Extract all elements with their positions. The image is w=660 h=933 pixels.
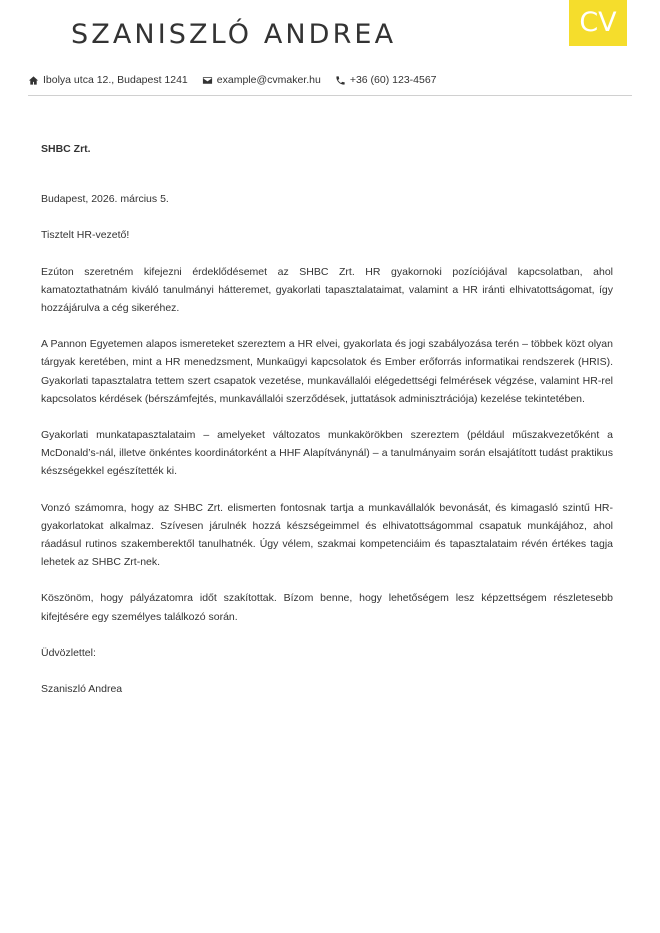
cover-letter-body xyxy=(41,140,613,716)
closing: Üdvözlettel: xyxy=(41,646,96,659)
paragraph: Köszönöm, hogy pályázatomra időt szakítottak. Bízom benne, hogy lehetőségem lesz képzettségem részletesebb kifejtésére egy személyes találkozó során. xyxy=(41,592,613,623)
candidate-name: SZANISZLÓ ANDREA xyxy=(71,19,397,50)
letter-date: Budapest, 2026. március 5. xyxy=(41,193,169,206)
salutation: Tisztelt HR-vezető! xyxy=(41,229,130,242)
cv-badge: CV xyxy=(569,0,627,46)
paragraph: Vonzó számomra, hogy az SHBC Zrt. elismerten fontosnak tartja a munkavállalók bevonását, és kimagasló szintű HR-gyakorlatokat alkalmaz. Szívesen járulnék hozzá készségeimmel és elhivatottságommal csapatuk munkájához, ahol ráadásul rutinos szakemberektől tanulhatnék. Úgy vélem, szakmai kompetenciáim és tapasztalataim révén értékes tagja lehetek az SHBC Zrt-nek. xyxy=(41,501,613,569)
contact-phone[interactable] xyxy=(335,74,437,86)
phone-icon xyxy=(335,75,346,86)
contact-address xyxy=(28,74,188,86)
recipient: SHBC Zrt. xyxy=(41,143,91,155)
signature: Szaniszló Andrea xyxy=(41,683,123,696)
mail-icon xyxy=(202,75,213,86)
paragraph: A Pannon Egyetemen alapos ismereteket szereztem a HR elvei, gyakorlata és jogi szabályozása terén – többek közt olyan tárgyak keretében, mint a HR menedzsment, Munkaügyi kapcsolatok és Ember erőforrás informatikai rendszerek (HRIS). Gyakorlati tapasztalatra tettem szert csapatok vezetése, munkavállalói elégedettségi felmérések végzése, valamint HR-rel kapcsolatos kérdések (bérszámfejtés, munkavállalói szerződések, juttatások adminisztrációja) kezelése tekintetében. xyxy=(41,338,613,405)
contact-email[interactable] xyxy=(202,74,321,86)
paragraph: Ezúton szeretném kifejezni érdeklődésemet az SHBC Zrt. HR gyakornoki pozíciójával kapcsolatban, ahol kamatoztathatnám kiváló tanulmányi hátteremet, gyakorlati tapasztalataimat, valamint a HR iránti elhivatottságomat, így hozzájárulva a cég sikeréhez. xyxy=(41,265,613,315)
header-divider xyxy=(28,95,632,96)
paragraph: Gyakorlati munkatapasztalataim – amelyeket változatos munkakörökben szereztem (például műszakvezetőként a McDonald’s-nál, illetve önkéntes koordinátorként a HHF Alapítványnál) – a tanulmányaim során elsajátított tudást praktikus készségekkel egészítették ki. xyxy=(41,429,613,478)
phone-text[interactable]: +36 (60) 123-4567 xyxy=(349,74,437,86)
email-text[interactable]: example@cvmaker.hu xyxy=(216,74,321,86)
address-text: Ibolya utca 12., Budapest 1241 xyxy=(43,74,188,86)
home-icon xyxy=(28,75,39,86)
contact-bar xyxy=(28,71,451,89)
